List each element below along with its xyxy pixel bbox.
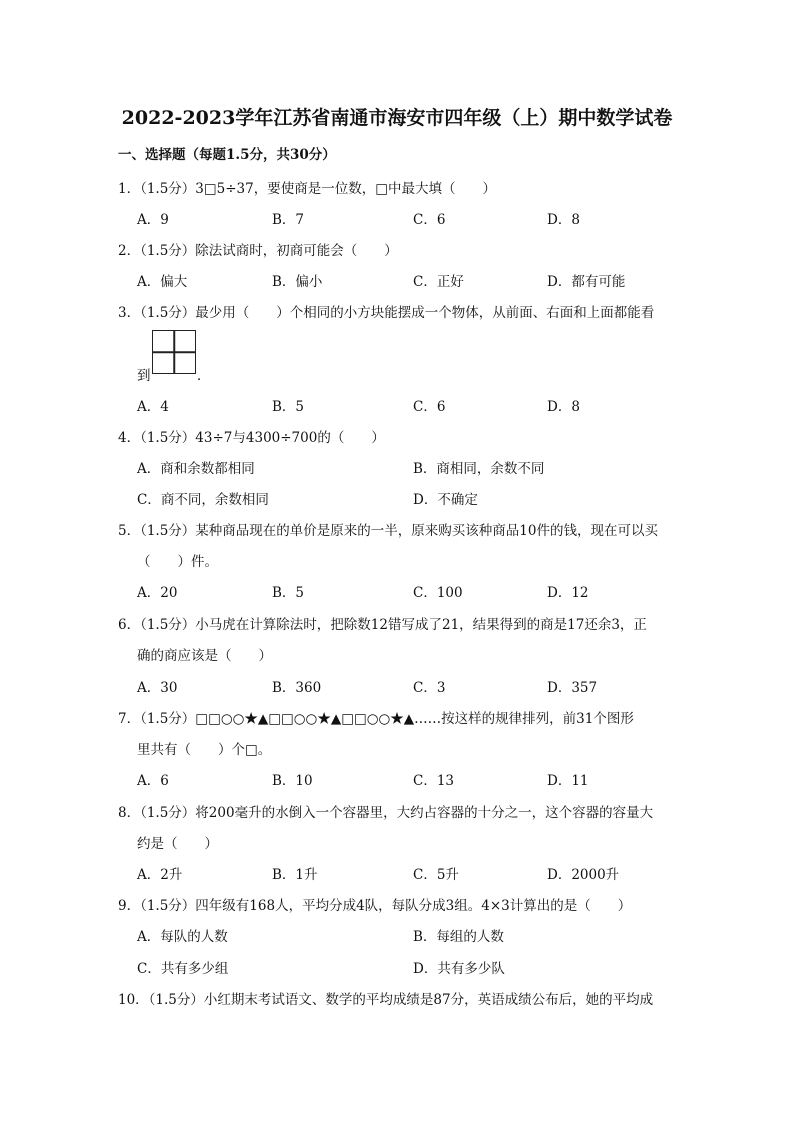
q8-option-a: A．2升 — [137, 867, 183, 883]
q6-option-d: D．357 — [547, 680, 598, 696]
q7-option-d: D．11 — [547, 773, 589, 789]
question-9-text: 9．（1.5分）四年级有168人，平均分成4队，每队分成3组。4×3计算出的是（ ） — [118, 898, 632, 914]
question-6-text-cont: 确的商应该是（ ） — [137, 648, 272, 664]
q5-option-d: D．12 — [547, 585, 589, 601]
grid-horizontal-line — [153, 351, 195, 353]
exam-title: 2022-2023学年江苏省南通市海安市四年级（上）期中数学试卷 — [121, 107, 673, 129]
question-7-text: 7．（1.5分）□□○○★▲□□○○★▲□□○○★▲……按这样的规律排列，前31个图形 — [118, 711, 634, 727]
q8-option-d: D．2000升 — [547, 867, 620, 883]
q6-option-c: C．3 — [413, 680, 446, 696]
section-heading: 一、选择题（每题1.5分，共30分） — [118, 147, 336, 163]
q3-option-d: D．8 — [547, 399, 580, 415]
q4-option-b: B．商相同，余数不同 — [413, 461, 545, 477]
question-8-text-cont: 约是（ ） — [137, 836, 218, 852]
q9-option-a: A．每队的人数 — [137, 929, 228, 945]
q2-option-c: C．正好 — [413, 274, 464, 290]
q8-option-c: C．5升 — [413, 867, 459, 883]
q3-option-a: A．4 — [137, 399, 169, 415]
q4-option-c: C．商不同，余数相同 — [137, 492, 269, 508]
q6-option-b: B．360 — [272, 680, 322, 696]
q6-option-a: A．30 — [137, 680, 178, 696]
q1-option-c: C．6 — [413, 212, 446, 228]
three-view-grid-figure — [152, 330, 196, 374]
q8-option-b: B．1升 — [272, 867, 318, 883]
question-5-text-cont: （ ）件。 — [137, 554, 218, 570]
q7-option-a: A．6 — [137, 773, 169, 789]
q7-option-c: C．13 — [413, 773, 455, 789]
q5-option-c: C．100 — [413, 585, 463, 601]
q2-option-a: A．偏大 — [137, 274, 188, 290]
q2-option-d: D．都有可能 — [547, 274, 626, 290]
q9-option-b: B．每组的人数 — [413, 929, 504, 945]
question-1-text: 1．（1.5分）3□5÷37，要使商是一位数，□中最大填（ ） — [118, 181, 496, 197]
q9-option-d: D．共有多少队 — [413, 961, 505, 977]
q1-option-a: A．9 — [137, 212, 169, 228]
q1-option-b: B．7 — [272, 212, 305, 228]
q2-option-b: B．偏小 — [272, 274, 323, 290]
question-3-text-end: ． — [197, 368, 211, 384]
q4-option-d: D．不确定 — [413, 492, 478, 508]
question-5-text: 5．（1.5分）某种商品现在的单价是原来的一半，原来购买该种商品10件的钱，现在可以买 — [118, 523, 658, 539]
question-3-text: 3．（1.5分）最少用（ ）个相同的小方块能摆成一个物体，从前面、右面和上面都能看 — [118, 305, 655, 321]
q7-option-b: B．10 — [272, 773, 313, 789]
question-6-text: 6．（1.5分）小马虎在计算除法时，把除数12错写成了21，结果得到的商是17还余3，正 — [118, 617, 647, 633]
question-10-text: 10．（1.5分）小红期末考试语文、数学的平均成绩是87分，英语成绩公布后，她的平均成 — [118, 992, 654, 1008]
q5-option-b: B．5 — [272, 585, 305, 601]
q3-option-c: C．6 — [413, 399, 446, 415]
question-7-text-cont: 里共有（ ）个□。 — [137, 742, 272, 758]
question-2-text: 2．（1.5分）除法试商时，初商可能会（ ） — [118, 243, 398, 259]
question-3-text-cont: 到 — [137, 368, 151, 384]
q3-option-b: B．5 — [272, 399, 305, 415]
question-8-text: 8．（1.5分）将200毫升的水倒入一个容器里，大约占容器的十分之一，这个容器的容量大 — [118, 805, 654, 821]
q1-option-d: D．8 — [547, 212, 580, 228]
q9-option-c: C．共有多少组 — [137, 961, 229, 977]
q5-option-a: A．20 — [137, 585, 178, 601]
q4-option-a: A．商和余数都相同 — [137, 461, 255, 477]
question-4-text: 4．（1.5分）43÷7与4300÷700的（ ） — [118, 430, 385, 446]
